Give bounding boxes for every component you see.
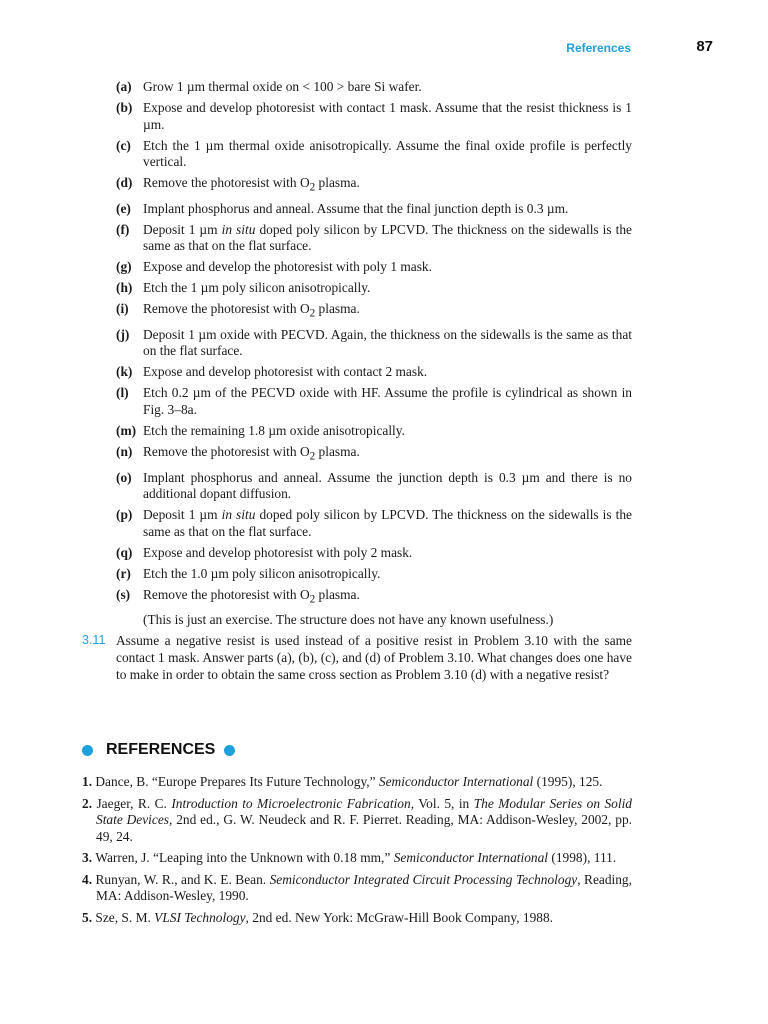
reference-text-part: The Modular Series on Solid State Devices <box>96 795 632 827</box>
page-number: 87 <box>696 38 713 55</box>
step-text-part: Expose and develop photoresist with contact 2 mask. <box>143 364 428 380</box>
process-step <box>116 79 632 96</box>
step-text-part: Deposit 1 µm <box>143 507 222 523</box>
reference-text-part: Warren, J. “Leaping into the Unknown with 0.18 mm,” <box>95 850 394 865</box>
references-list <box>82 774 632 931</box>
step-text-part: Expose and develop photoresist with poly 2 mask. <box>143 544 413 560</box>
step-text <box>143 444 632 465</box>
reference-number: 5. <box>82 909 96 925</box>
step-text-part: Expose and develop the photoresist with poly 1 mask. <box>143 259 432 275</box>
running-head <box>0 40 768 60</box>
step-label: (g) <box>116 259 132 275</box>
reference-text-part: Semiconductor International <box>393 850 549 865</box>
references-heading <box>82 741 235 759</box>
reference-text-part: Dance, B. “Europe Prepares Its Future Technology,” <box>95 774 379 789</box>
exercise-note: (This is just an exercise. The structure does not have any known usefulness.) <box>143 612 554 628</box>
step-label: (p) <box>116 507 133 523</box>
bullet-dot-icon <box>82 745 93 756</box>
step-label: (n) <box>116 443 133 459</box>
step-text-part: Etch the 1 µm thermal oxide anisotropically. Assume the final oxide profile is perfectly vertical. <box>143 137 632 169</box>
step-text-part: Remove the photoresist with O <box>143 586 310 602</box>
step-text <box>143 566 632 583</box>
steps-container <box>116 79 632 608</box>
reference-text-part: , 2nd ed., G. W. Neudeck and R. F. Pierret. Reading, MA: Addison-Wesley, 2002, pp. 49, 24. <box>96 812 632 844</box>
step-label: (a) <box>116 79 132 94</box>
step-label: (o) <box>116 469 132 485</box>
reference-item <box>82 850 632 867</box>
step-label: (s) <box>116 586 131 602</box>
step-text <box>143 327 632 360</box>
step-text-part: Etch 0.2 µm of the PECVD oxide with HF. Assume the profile is cylindrical as shown in Fig. 3–8a. <box>143 385 632 417</box>
step-text <box>143 470 632 503</box>
step-label: (r) <box>116 565 131 581</box>
process-step <box>116 222 632 255</box>
step-text-part: Deposit 1 µm <box>143 221 222 237</box>
reference-text-part: , Vol. 5, in <box>410 795 474 811</box>
references-heading-text: REFERENCES <box>106 741 216 758</box>
process-step <box>116 444 632 465</box>
step-text-part: plasma. <box>315 301 360 317</box>
step-text <box>143 259 632 276</box>
step-text <box>143 587 632 608</box>
reference-number: 2. <box>82 795 97 811</box>
step-text-part: 2 <box>309 181 316 194</box>
step-text-part: plasma. <box>315 586 360 602</box>
step-text-part: Deposit 1 µm oxide with PECVD. Again, the thickness on the sidewalls is the same as that on the flat surface. <box>143 326 632 359</box>
reference-number: 3. <box>82 850 96 865</box>
step-text <box>143 138 632 171</box>
step-text-part: Expose and develop photoresist with contact 1 mask. Assume that the resist thickness is 1 µm. <box>143 100 632 132</box>
process-steps-list <box>116 79 632 629</box>
reference-item <box>82 774 632 791</box>
process-step <box>116 100 632 133</box>
step-label: (b) <box>116 100 133 115</box>
reference-item <box>82 796 632 846</box>
step-label: (h) <box>116 280 133 296</box>
step-text-part: Etch the 1.0 µm poly silicon anisotropically. <box>143 565 381 581</box>
step-label: (q) <box>116 544 133 560</box>
step-text-part: plasma. <box>315 443 360 459</box>
step-text-part: 2 <box>309 593 316 606</box>
step-label: (c) <box>116 137 131 153</box>
step-text <box>143 507 632 540</box>
step-text <box>143 301 632 322</box>
step-label: (m) <box>116 422 137 438</box>
step-text-part: Remove the photoresist with O <box>143 443 310 459</box>
process-step <box>116 545 632 562</box>
step-text-part: in situ <box>221 507 256 523</box>
step-text <box>143 423 632 440</box>
step-text-part: Grow 1 µm thermal oxide on < 100 > bare Si wafer. <box>143 79 422 94</box>
reference-text-part: Jaeger, R. C. <box>96 795 172 811</box>
step-text <box>143 201 632 218</box>
step-text-part: Remove the photoresist with O <box>143 175 310 190</box>
reference-text-part: Introduction to Microelectronic Fabrication <box>171 795 411 811</box>
process-step <box>116 138 632 171</box>
step-text-part: doped poly silicon by LPCVD. The thickness on the sidewalls is the same as that on the flat surface. <box>143 507 632 539</box>
process-step <box>116 327 632 360</box>
reference-text-part: VLSI Technology <box>154 909 246 925</box>
step-label: (l) <box>116 385 129 401</box>
step-text <box>143 385 632 418</box>
process-step <box>116 470 632 503</box>
problem-3-11 <box>82 632 632 683</box>
process-step <box>116 385 632 418</box>
step-label: (d) <box>116 175 133 190</box>
reference-text-part: , Reading, MA: Addison-Wesley, 1990. <box>96 871 632 903</box>
step-text-part: 2 <box>309 307 316 320</box>
reference-text-part: Sze, S. M. <box>95 909 155 925</box>
process-step <box>116 280 632 297</box>
process-step <box>116 364 632 381</box>
step-label: (e) <box>116 200 131 216</box>
reference-number: 4. <box>82 871 96 887</box>
step-label: (f) <box>116 221 130 237</box>
step-text-part: Etch the remaining 1.8 µm oxide anisotropically. <box>143 422 405 438</box>
process-step <box>116 175 632 196</box>
step-text <box>143 222 632 255</box>
process-step <box>116 201 632 218</box>
step-label: (k) <box>116 364 133 380</box>
step-text-part: Etch the 1 µm poly silicon anisotropically. <box>143 280 371 296</box>
process-step <box>116 587 632 608</box>
problem-text: Assume a negative resist is used instead of a positive resist in Problem 3.10 with the same contact 1 mask. Answer parts (a), (b), (c), and (d) of Problem 3.10. What changes does one have to make in order to obtain the same cross section as Problem 3.10 (d) with a negative resist? <box>116 633 632 682</box>
step-label: (i) <box>116 301 129 317</box>
reference-item <box>82 872 632 905</box>
step-text-part: Implant phosphorus and anneal. Assume the junction depth is 0.3 µm and there is no additional dopant diffusion. <box>143 469 632 502</box>
problem-number: 3.11 <box>82 633 106 647</box>
process-step <box>116 507 632 540</box>
process-step <box>116 566 632 583</box>
reference-item <box>82 910 632 927</box>
step-text <box>143 364 632 381</box>
process-step <box>116 423 632 440</box>
reference-text-part: (1998), 111. <box>548 850 617 865</box>
step-text-part: in situ <box>221 221 256 237</box>
step-text-part: plasma. <box>315 175 360 190</box>
reference-number: 1. <box>82 774 96 789</box>
step-text-part: 2 <box>309 450 316 463</box>
bullet-dot-icon <box>224 745 235 756</box>
step-text <box>143 100 632 133</box>
reference-text-part: Runyan, W. R., and K. E. Bean. <box>95 871 270 887</box>
step-label: (j) <box>116 326 130 342</box>
reference-text-part: , 2nd ed. New York: McGraw-Hill Book Company, 1988. <box>245 909 554 925</box>
step-text <box>143 175 632 196</box>
reference-text-part: Semiconductor Integrated Circuit Processing Technology <box>269 871 578 887</box>
step-text-part: Remove the photoresist with O <box>143 301 310 317</box>
step-text <box>143 545 632 562</box>
step-text <box>143 280 632 297</box>
step-text-part: Implant phosphorus and anneal. Assume that the final junction depth is 0.3 µm. <box>143 200 569 216</box>
reference-text-part: (1995), 125. <box>533 774 603 789</box>
reference-text-part: Semiconductor International <box>378 774 534 789</box>
process-step <box>116 259 632 276</box>
running-head-section: References <box>566 41 631 55</box>
step-text-part: doped poly silicon by LPCVD. The thickness on the sidewalls is the same as that on the flat surface. <box>143 221 632 254</box>
process-step <box>116 301 632 322</box>
step-text <box>143 79 632 96</box>
